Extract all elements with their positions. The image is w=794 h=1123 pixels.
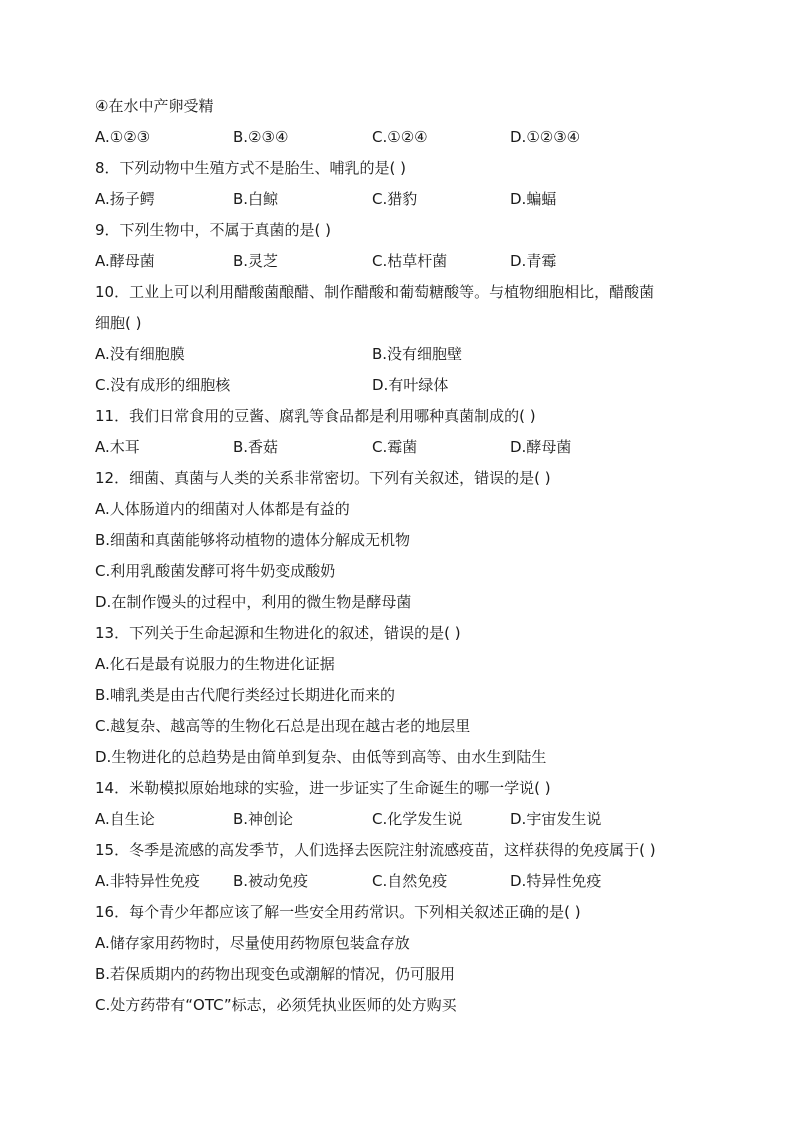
q7-option-a: A.①②③ xyxy=(95,128,151,146)
q14-option-d: D.宇宙发生说 xyxy=(510,810,602,828)
q13-option-c: C.越复杂、越高等的生物化石总是出现在越古老的地层里 xyxy=(95,717,471,735)
q13-option-a: A.化石是最有说服力的生物进化证据 xyxy=(95,655,335,673)
q16-option-a: A.储存家用药物时，尽量使用药物原包装盒存放 xyxy=(95,934,410,952)
q9-stem: 9．下列生物中，不属于真菌的是( ) xyxy=(95,221,332,239)
q14-stem: 14．米勒模拟原始地球的实验，进一步证实了生命诞生的哪一学说( ) xyxy=(95,779,551,797)
q11-option-b: B.香菇 xyxy=(233,438,279,456)
q12-option-c: C.利用乳酸菌发酵可将牛奶变成酸奶 xyxy=(95,562,336,580)
q14-option-b: B.神创论 xyxy=(233,810,294,828)
q15-option-d: D.特异性免疫 xyxy=(510,872,602,890)
q15-option-b: B.被动免疫 xyxy=(233,872,309,890)
q9-option-c: C.枯草杆菌 xyxy=(372,252,448,270)
q16-option-b: B.若保质期内的药物出现变色或潮解的情况，仍可服用 xyxy=(95,965,456,983)
q8-option-b: B.白鲸 xyxy=(233,190,279,208)
q12-stem: 12．细菌、真菌与人类的关系非常密切。下列有关叙述，错误的是( ) xyxy=(95,469,551,487)
q16-option-c: C.处方药带有“OTC”标志，必须凭执业医师的处方购买 xyxy=(95,996,457,1014)
q9-option-b: B.灵芝 xyxy=(233,252,279,270)
q14-option-c: C.化学发生说 xyxy=(372,810,463,828)
q8-stem: 8．下列动物中生殖方式不是胎生、哺乳的是( ) xyxy=(95,159,407,177)
q10-option-d: D.有叶绿体 xyxy=(372,376,449,394)
q10-option-b: B.没有细胞壁 xyxy=(372,345,463,363)
q8-option-d: D.蝙蝠 xyxy=(510,190,557,208)
q13-option-b: B.哺乳类是由古代爬行类经过长期进化而来的 xyxy=(95,686,396,704)
q9-option-d: D.青霉 xyxy=(510,252,557,270)
q13-stem: 13．下列关于生命起源和生物进化的叙述，错误的是( ) xyxy=(95,624,461,642)
q15-option-a: A.非特异性免疫 xyxy=(95,872,200,890)
q7-option-b: B.②③④ xyxy=(233,128,289,146)
q15-option-c: C.自然免疫 xyxy=(372,872,448,890)
q12-option-d: D.在制作馒头的过程中，利用的微生物是酵母菌 xyxy=(95,593,412,611)
q7-option-d: D.①②③④ xyxy=(510,128,581,146)
q15-stem: 15．冬季是流感的高发季节，人们选择去医院注射流感疫苗，这样获得的免疫属于( ) xyxy=(95,841,656,859)
q11-stem: 11．我们日常食用的豆酱、腐乳等食品都是利用哪种真菌制成的( ) xyxy=(95,407,536,425)
q14-option-a: A.自生论 xyxy=(95,810,155,828)
q9-option-a: A.酵母菌 xyxy=(95,252,155,270)
q8-option-c: C.猎豹 xyxy=(372,190,418,208)
q8-option-a: A.扬子鳄 xyxy=(95,190,155,208)
q11-option-a: A.木耳 xyxy=(95,438,140,456)
q12-option-a: A.人体肠道内的细菌对人体都是有益的 xyxy=(95,500,350,518)
q10-option-c: C.没有成形的细胞核 xyxy=(95,376,231,394)
q7-stem-continuation: ④在水中产卵受精 xyxy=(95,97,214,115)
q11-option-d: D.酵母菌 xyxy=(510,438,572,456)
q13-option-d: D.生物进化的总趋势是由简单到复杂、由低等到高等、由水生到陆生 xyxy=(95,748,547,766)
q7-option-c: C.①②④ xyxy=(372,128,428,146)
q11-option-c: C.霉菌 xyxy=(372,438,418,456)
q10-stem-line1: 10．工业上可以利用醋酸菌酿醋、制作醋酸和葡萄糖酸等。与植物细胞相比，醋酸菌 xyxy=(95,283,655,301)
q10-option-a: A.没有细胞膜 xyxy=(95,345,185,363)
q10-stem-line2: 细胞( ) xyxy=(95,314,142,332)
q12-option-b: B.细菌和真菌能够将动植物的遗体分解成无机物 xyxy=(95,531,411,549)
q16-stem: 16．每个青少年都应该了解一些安全用药常识。下列相关叙述正确的是( ) xyxy=(95,903,581,921)
